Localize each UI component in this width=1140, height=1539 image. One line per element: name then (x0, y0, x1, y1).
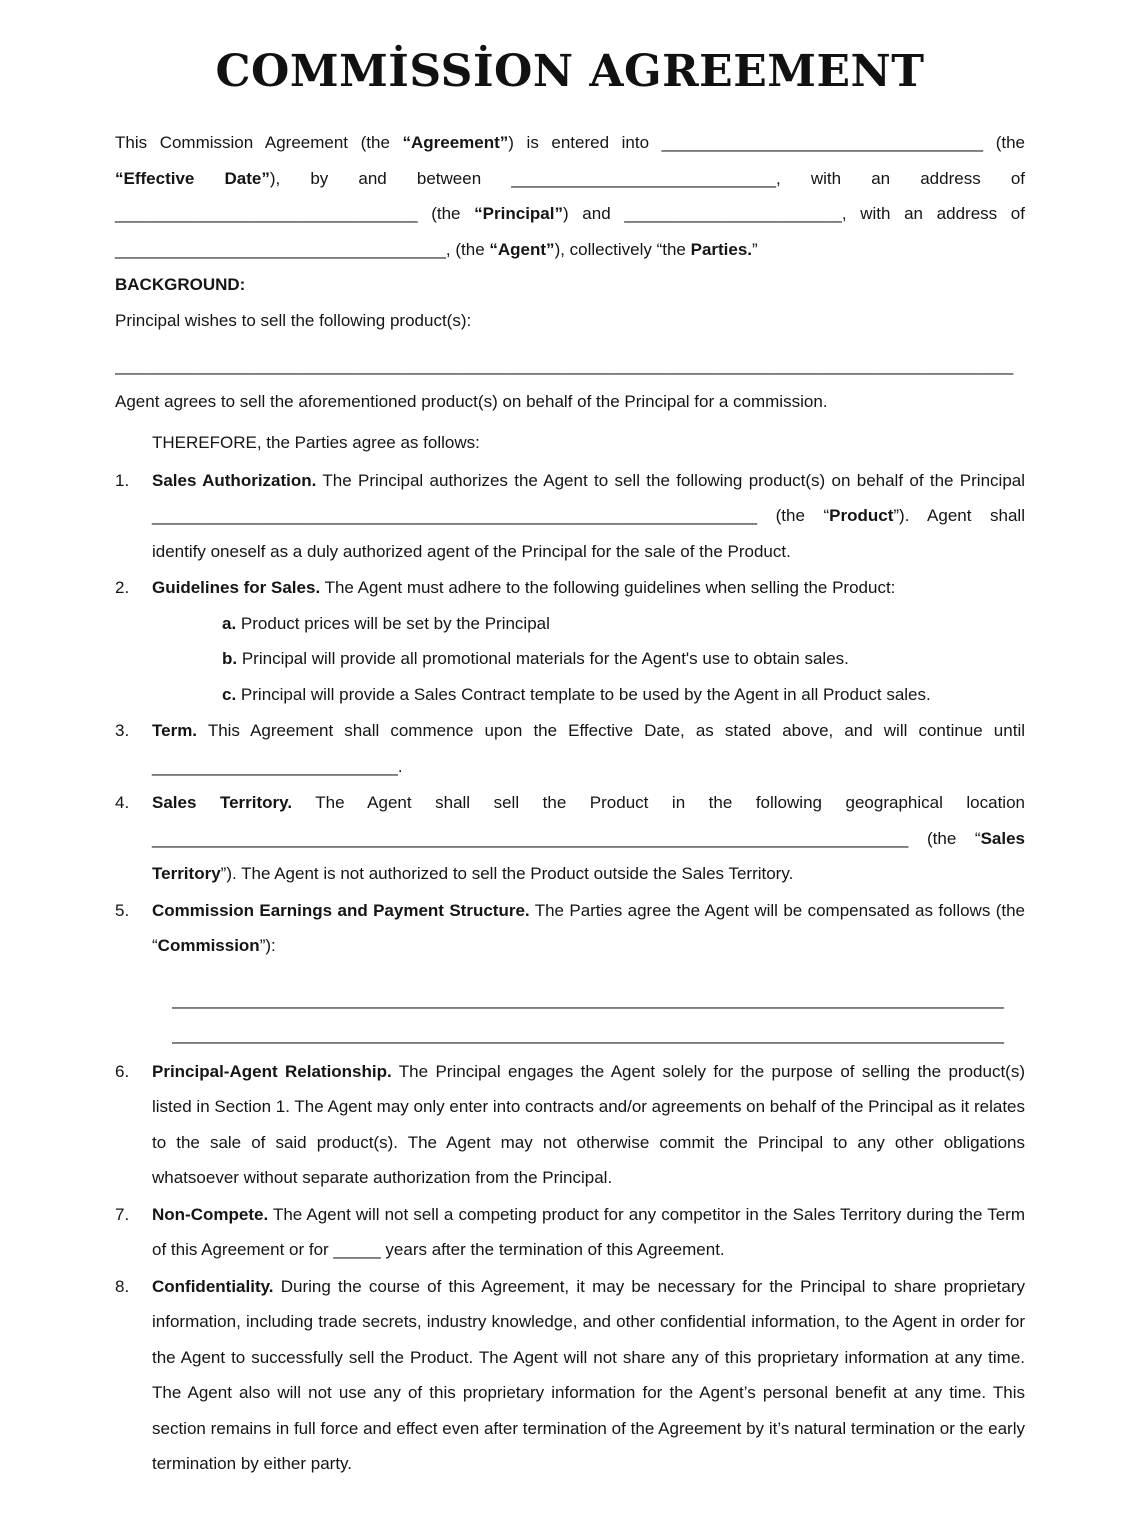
blank-line: ________________________________________________________________________________________ (172, 1025, 1005, 1044)
list-item-text (152, 893, 1025, 1053)
products-blank-line: _______________________________________________________________________________________________ (115, 356, 1014, 375)
list-item-text: Sales Authorization. The Principal authorizes the Agent to sell the following product(s) on behalf of the Principal ________________________________________________________________ (the “Product”). Agent shall identify oneself as a duly authorized agent of the Principal for the sale of the Product. (152, 470, 1025, 561)
clauses-list (115, 463, 1025, 1482)
list-item-number: 6. (115, 1061, 130, 1081)
list-item-sales-territory (115, 785, 1025, 892)
list-item-text: Confidentiality. During the course of this Agreement, it may be necessary for the Principal to share proprietary information, including trade secrets, industry knowledge, and other confidential information, to the Agent in order for the Agent to successfully sell the Product. The Agent will not share any of this proprietary information at any time. The Agent also will not use any of this proprietary information for the Agent’s personal benefit at any time. This section remains in full force and effect even after termination of the Agreement by it’s natural termination or the early termination by either party. (152, 1276, 1025, 1473)
list-item-guidelines-for-sales (115, 570, 1025, 712)
background-heading: BACKGROUND: (115, 275, 246, 294)
list-item-commission-earnings (115, 893, 1025, 1053)
list-item-text (152, 570, 1025, 712)
sub-list-item-b: b. Principal will provide all promotional materials for the Agent's use to obtain sales. (222, 649, 849, 668)
list-item-text: Term. This Agreement shall commence upon the Effective Date, as stated above, and will continue until __________________________. (152, 721, 1025, 776)
document-title: COMMİSSİON AGREEMENT (215, 46, 925, 97)
sub-list-item-c: c. Principal will provide a Sales Contract template to be used by the Agent in all Product sales. (222, 684, 931, 704)
therefore-text: THEREFORE, the Parties agree as follows: (152, 433, 480, 452)
list-item-lead-text: Commission Earnings and Payment Structure. The Parties agree the Agent will be compensated as follows (the “Commission”): (152, 900, 1025, 955)
list-item-number: 7. (115, 1204, 130, 1224)
list-item-text: Principal-Agent Relationship. The Principal engages the Agent solely for the purpose of selling the product(s) listed in Section 1. The Agent may only enter into contracts and/or agreements on behalf of the Principal as it relates to the sale of said product(s). The Agent may not otherwise commit the Principal to any other obligations whatsoever without separate authorization from the Principal. (152, 1061, 1025, 1187)
list-item-number: 3. (115, 721, 130, 740)
list-item-non-compete (115, 1197, 1025, 1268)
list-item-confidentiality (115, 1269, 1025, 1482)
commission-blank-lines (152, 982, 1025, 1053)
list-item-number: 8. (115, 1276, 130, 1296)
list-item-number: 2. (115, 578, 130, 597)
list-item-number: 5. (115, 900, 130, 920)
list-item-sales-authorization (115, 463, 1025, 570)
list-item-number: 1. (115, 470, 130, 490)
blank-line: ________________________________________________________________________________________ (172, 989, 1005, 1009)
background-text: Principal wishes to sell the following product(s): (115, 310, 472, 330)
list-item-text: Non-Compete. The Agent will not sell a competing product for any competitor in the Sales Territory during the Term of this Agreement or for _____ years after the termination of this Agreement. (152, 1204, 1025, 1259)
list-item-lead-text: Guidelines for Sales. The Agent must adhere to the following guidelines when selling the Product: (152, 578, 896, 597)
list-item-number: 4. (115, 793, 130, 812)
sub-list-item-a: a. Product prices will be set by the Principal (222, 613, 550, 633)
list-item-term (115, 713, 1025, 784)
list-item-principal-agent-relationship (115, 1054, 1025, 1196)
agent-agrees-text: Agent agrees to sell the aforementioned product(s) on behalf of the Principal for a commission. (115, 391, 828, 411)
intro-paragraph: This Commission Agreement (the “Agreement”) is entered into __________________________________ (the “Effective Date”), by and between ____________________________, with an address of ________________________________ (the “Principal”) and _______________________, with an address of ___________________________________, (the “Agent”), collectively “the Parties.” (115, 133, 1025, 259)
list-item-text: Sales Territory. The Agent shall sell the Product in the following geographical location ________________________________________________________________________________ (the “Sales Territory”). The Agent is not authorized to sell the Product outside the Sales Territory. (152, 793, 1025, 883)
